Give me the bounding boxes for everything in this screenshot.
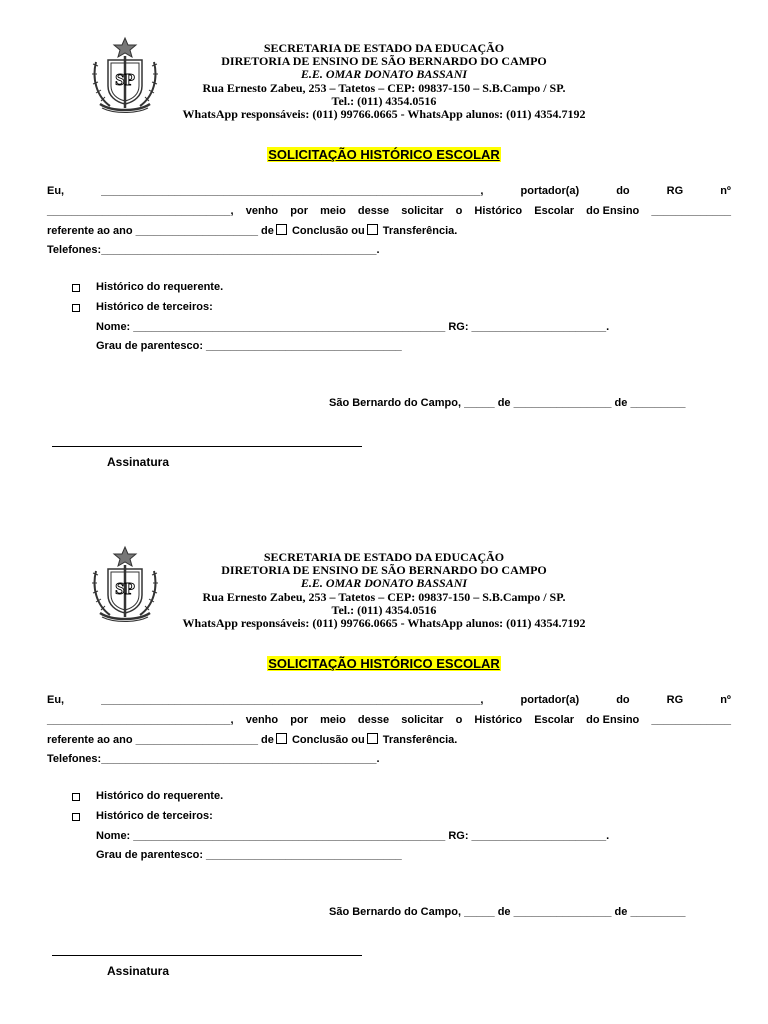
conclusao-checkbox[interactable] [276,224,287,235]
identity-line-1: Eu, ______________________________________________________________, portador(a) do RG nº [47,694,731,706]
conclusao-checkbox[interactable] [276,733,287,744]
requerente-option-label: Histórico do requerente. [96,790,224,802]
school-address: Rua Ernesto Zabeu, 253 – Tatetos – CEP: 09837-150 – S.B.Campo / SP. [202,589,566,604]
transferencia-checkbox[interactable] [367,733,378,744]
kinship-field[interactable]: Grau de parentesco: ________________________________ [96,340,402,352]
terceiros-checkbox[interactable] [72,813,80,821]
reference-year-line: referente ao ano ____________________ de Conclusão ou Transferência. [47,225,458,237]
school-whatsapp: WhatsApp responsáveis: (011) 99766.0665 - WhatsApp alunos: (011) 4354.7192 [182,107,586,122]
reference-year-field[interactable]: referente ao ano ____________________ de [47,225,274,237]
signature-line[interactable] [52,955,362,956]
date-place-field[interactable]: São Bernardo do Campo, _____ de ________________ de _________ [329,397,686,409]
terceiros-checkbox[interactable] [72,304,80,312]
telefones-field[interactable]: Telefones:_____________________________________________. [47,244,380,256]
education-level-field[interactable]: _____________ [651,714,731,726]
identity-line-2: ______________________________, venho por meio desse solicitar o Histórico Escolar do Ensino _____________ [47,714,731,726]
transferencia-checkbox[interactable] [367,224,378,235]
seal-letters: SP [115,70,135,89]
school-address: Rua Ernesto Zabeu, 253 – Tatetos – CEP: 09837-150 – S.B.Campo / SP. [202,80,566,95]
reference-year-field[interactable]: referente ao ano ____________________ de [47,734,274,746]
secretariat-name: SECRETARIA DE ESTADO DA EDUCAÇÃO [263,41,505,55]
seal-letters: SP [115,579,135,598]
directorate-name: DIRETORIA DE ENSINO DE SÃO BERNARDO DO CAMPO [221,563,547,578]
school-phone: Tel.: (011) 4354.0516 [331,602,437,617]
identity-line-1: Eu, ______________________________________________________________, portador(a) do RG nº [47,185,731,197]
signature-label: Assinatura [107,964,170,978]
third-party-name-rg-field[interactable]: Nome: ___________________________________________________ RG: ______________________. [96,321,610,333]
identity-line-2: ______________________________, venho por meio desse solicitar o Histórico Escolar do Ensino _____________ [47,205,731,217]
secretariat-name: SECRETARIA DE ESTADO DA EDUCAÇÃO [263,550,505,564]
third-party-name-rg-field[interactable]: Nome: ___________________________________________________ RG: ______________________. [96,830,610,842]
letterhead [160,42,608,121]
form-title: SOLICITAÇÃO HISTÓRICO ESCOLAR [268,656,500,671]
requerente-option-label: Histórico do requerente. [96,281,224,293]
signature-label: Assinatura [107,455,170,469]
rg-number-field[interactable]: ______________________________, [47,714,234,726]
sp-state-seal-icon [90,545,160,623]
date-place-field[interactable]: São Bernardo do Campo, _____ de ________________ de _________ [329,906,686,918]
rg-number-field[interactable]: ______________________________, [47,205,234,217]
school-name: E.E. OMAR DONATO BASSANI [300,67,468,82]
school-name: E.E. OMAR DONATO BASSANI [300,576,468,591]
name-field[interactable]: ______________________________________________________________, [101,694,484,706]
terceiros-option-label: Histórico de terceiros: [96,810,213,822]
form-title: SOLICITAÇÃO HISTÓRICO ESCOLAR [268,147,500,162]
signature-line[interactable] [52,446,362,447]
directorate-name: DIRETORIA DE ENSINO DE SÃO BERNARDO DO CAMPO [221,54,547,69]
request-form-bottom [0,509,768,1018]
request-form-top [0,0,768,509]
name-field[interactable]: ______________________________________________________________, [101,185,484,197]
letterhead [160,551,608,630]
school-whatsapp: WhatsApp responsáveis: (011) 99766.0665 - WhatsApp alunos: (011) 4354.7192 [182,616,586,631]
school-phone: Tel.: (011) 4354.0516 [331,93,437,108]
reference-year-line: referente ao ano ____________________ de Conclusão ou Transferência. [47,734,458,746]
kinship-field[interactable]: Grau de parentesco: ________________________________ [96,849,402,861]
terceiros-option-label: Histórico de terceiros: [96,301,213,313]
telefones-field[interactable]: Telefones:_____________________________________________. [47,753,380,765]
requerente-checkbox[interactable] [72,793,80,801]
education-level-field[interactable]: _____________ [651,205,731,217]
sp-state-seal-icon [90,36,160,114]
requerente-checkbox[interactable] [72,284,80,292]
